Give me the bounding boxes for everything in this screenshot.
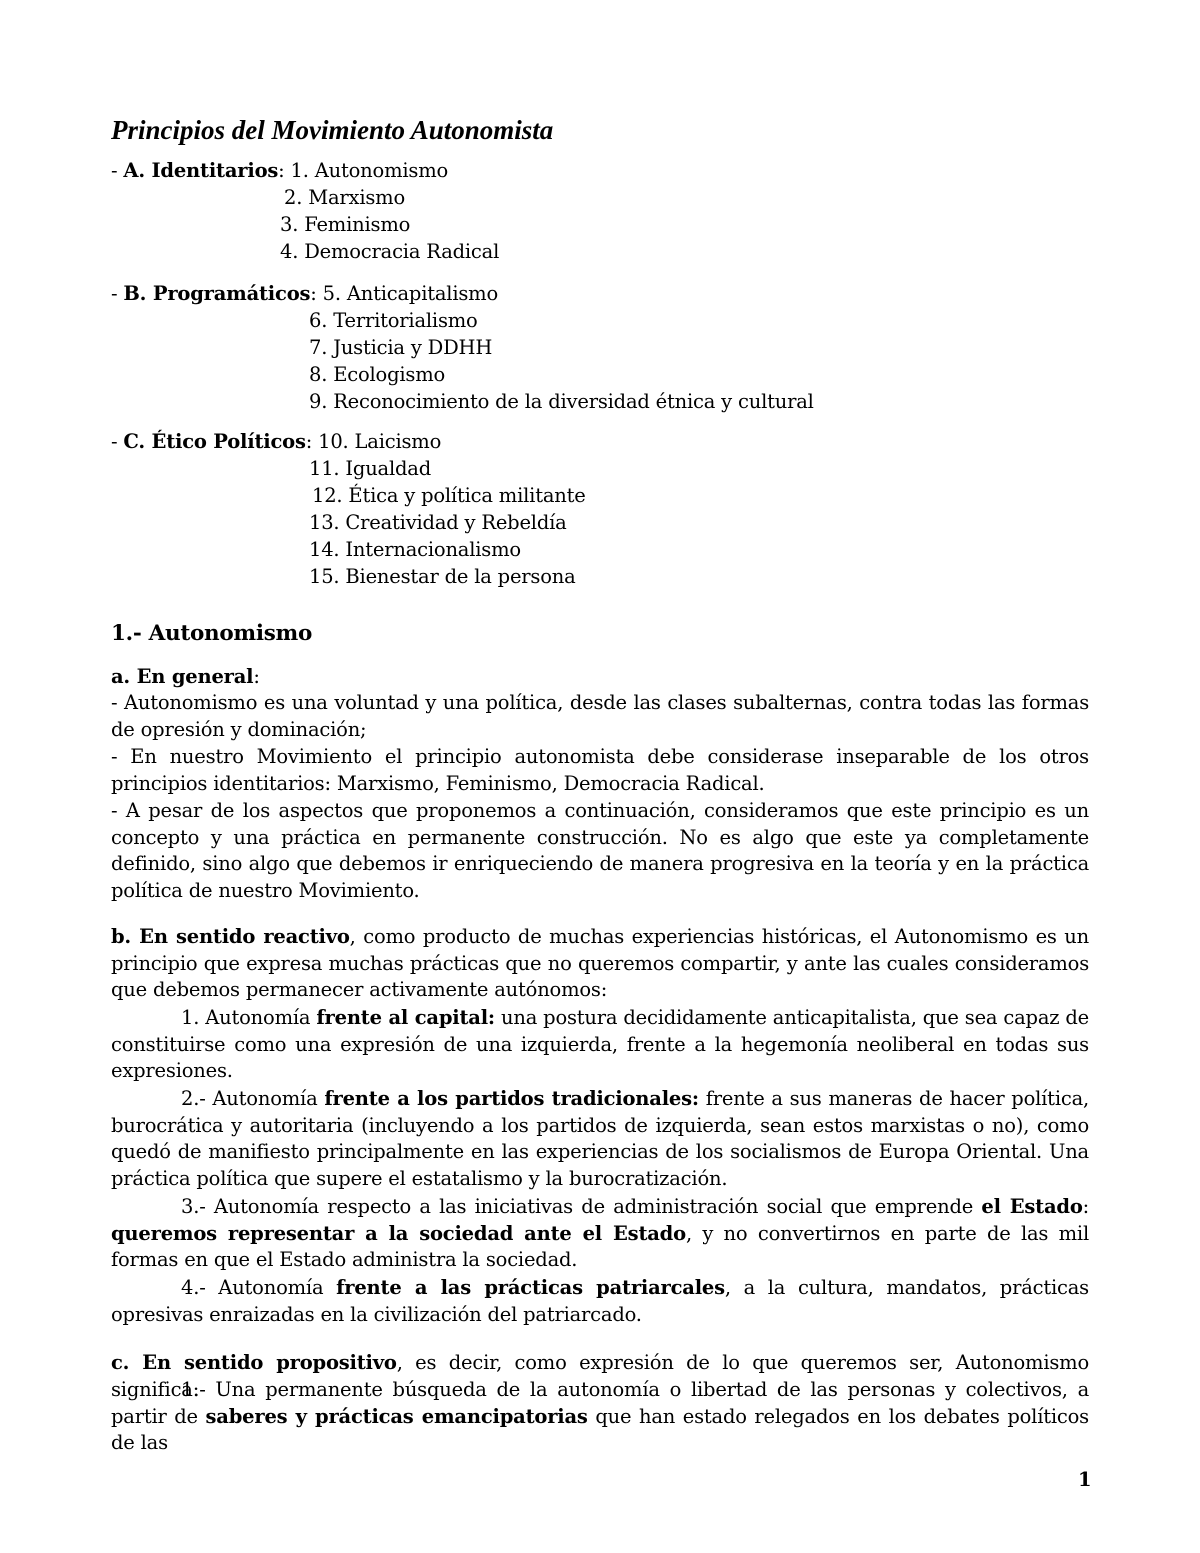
paragraph: - A pesar de los aspectos que proponemos a continuación, consideramos que este principio es un concepto y una práctica en permanente construcción. No es algo que este ya completamente definido, sino algo que debemos ir enriqueciendo de manera progresiva en la teoría y en la práctica política de nuestro Movimiento.: [111, 799, 1089, 903]
list-item: [111, 1005, 1089, 1085]
principle-item: 9. Reconocimiento de la diversidad étnica y cultural: [309, 390, 814, 413]
principle-item: 4. Democracia Radical: [280, 240, 500, 263]
principle-item: 2. Marxismo: [284, 186, 405, 209]
paragraph: - En nuestro Movimiento el principio autonomista debe considerase inseparable de los otros principios identitarios: Marxismo, Feminismo, Democracia Radical.: [111, 745, 1089, 795]
principle-item: 11. Igualdad: [309, 457, 432, 480]
principle-item: 12. Ética y política militante: [312, 484, 586, 507]
subsection-a-colon: :: [253, 665, 260, 688]
list-item-emphasis: el Estado: [981, 1195, 1083, 1218]
list-item-text: 2.- Autonomía: [181, 1087, 325, 1110]
category-b-suffix: :: [310, 282, 323, 305]
principle-item: 14. Internacionalismo: [309, 538, 521, 561]
subsection-c-label: c. En sentido propositivo: [111, 1351, 397, 1374]
list-item: [111, 1275, 1089, 1328]
category-a-label: A. Identitarios: [123, 159, 279, 182]
category-c-line: [111, 428, 441, 455]
section-heading: 1.- Autonomismo: [111, 621, 313, 646]
list-item-text: :: [1082, 1195, 1089, 1218]
list-item: [111, 1086, 1089, 1193]
category-b-line: [111, 280, 498, 307]
list-item-text: 4.- Autonomía: [181, 1276, 337, 1299]
category-a-suffix: :: [278, 159, 291, 182]
subsection-c-intro: , es decir, como expresión de lo que queremos ser, Autonomismo significa:: [111, 1351, 1090, 1401]
list-item: [111, 1377, 1089, 1457]
principle-item: 5. Anticapitalismo: [322, 282, 499, 305]
principle-item: 15. Bienestar de la persona: [309, 565, 576, 588]
list-item-text: 1. Autonomía: [181, 1006, 317, 1029]
list-item-emphasis: frente a las prácticas patriarcales: [336, 1276, 725, 1299]
category-c-suffix: :: [305, 430, 319, 453]
list-item-text: una postura decididamente anticapitalista, que sea capaz de constituirse como una expresión de una izquierda, frente a la hegemonía neoliberal en todas sus expresiones.: [111, 1006, 1089, 1083]
principle-item: 8. Ecologismo: [309, 363, 446, 386]
list-item-text: que han estado relegados en los debates políticos de las: [111, 1404, 1089, 1455]
principle-item: 3. Feminismo: [280, 213, 411, 236]
category-c-prefix: -: [111, 430, 124, 453]
list-item-text: , y no convertirnos en parte de las mil formas en que el Estado administra la sociedad.: [111, 1221, 1089, 1272]
list-item-text: 1.- Una permanente búsqueda de la autonomía o libertad de las personas y colectivos, a partir de: [111, 1378, 1089, 1428]
principle-item: 1. Autonomismo: [290, 159, 449, 182]
list-item-text: 3.- Autonomía respecto a las iniciativas de administración social que emprende: [181, 1195, 982, 1218]
category-a-prefix: -: [111, 159, 124, 182]
paragraph: - Autonomismo es una voluntad y una política, desde las clases subalternas, contra todas las formas de opresión y dominación;: [111, 691, 1089, 741]
subsection-a-heading: [111, 663, 260, 690]
principle-item: 6. Territorialismo: [309, 309, 478, 332]
category-c-label: C. Ético Políticos: [123, 430, 306, 453]
list-item-text: , a la cultura, mandatos, prácticas opresivas enraizadas en la civilización del patriarcado.: [111, 1276, 1089, 1326]
list-item-text: frente a sus maneras de hacer política, burocrática y autoritaria (incluyendo a los partidos de izquierda, sean estos marxistas o no), como quedó de manifiesto principalmente en las experiencias de los socialismos de Europa Oriental. Una práctica política que supere el estatalismo y la burocratización.: [111, 1087, 1089, 1191]
list-item-emphasis: queremos representar a la sociedad ante el Estado: [111, 1221, 686, 1245]
list-item-emphasis: frente al capital:: [316, 1006, 495, 1029]
category-b-label: B. Programáticos: [123, 282, 311, 305]
list-item: [111, 1194, 1089, 1274]
category-b-prefix: -: [111, 282, 124, 305]
subsection-b-label: b. En sentido reactivo: [111, 925, 350, 948]
category-a-line: [111, 157, 448, 184]
page-number: 1: [1078, 1468, 1092, 1491]
principle-item: 13. Creatividad y Rebeldía: [309, 511, 567, 534]
subsection-b-paragraph: [111, 924, 1089, 1004]
subsection-a-label: a. En general: [111, 665, 254, 688]
principle-item: 7. Justicia y DDHH: [309, 336, 493, 359]
document-title: Principios del Movimiento Autonomista: [111, 115, 554, 145]
subsection-b-intro: , como producto de muchas experiencias históricas, el Autonomismo es un principio que expresa muchas prácticas que no queremos compartir, y ante las cuales consideramos que debemos permanecer activamente autónomos:: [111, 925, 1089, 1002]
principle-item: 10. Laicismo: [318, 430, 442, 453]
list-item-emphasis: saberes y prácticas emancipatorias: [205, 1404, 588, 1428]
list-item-emphasis: frente a los partidos tradicionales:: [324, 1087, 699, 1110]
